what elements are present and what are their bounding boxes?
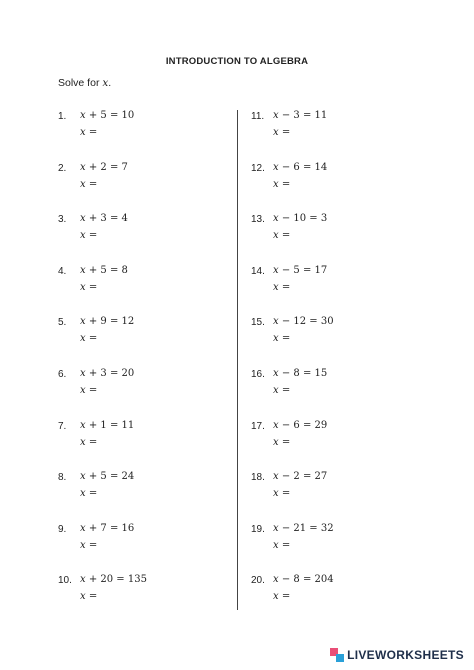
- equation-rhs: = 10: [109, 110, 135, 121]
- equation-lhs: x + 3: [80, 213, 107, 225]
- equation-rhs: = 11: [109, 419, 135, 431]
- problem-number: 19.: [251, 523, 265, 535]
- equation-lhs: x − 6: [273, 419, 300, 431]
- answer-blank[interactable]: x =: [273, 591, 291, 603]
- answer-blank[interactable]: x =: [273, 436, 291, 448]
- answer-blank[interactable]: x =: [80, 384, 98, 396]
- liveworksheets-logo-icon: [330, 648, 344, 662]
- equation-lhs: x − 21: [273, 522, 307, 534]
- instruction-prefix: Solve for: [58, 77, 103, 89]
- equation-lhs: x + 3: [80, 367, 107, 379]
- equation-lhs: x − 2: [273, 471, 300, 483]
- problem-number: 2.: [58, 162, 67, 174]
- problem-equation: [80, 574, 147, 585]
- problem-number: 18.: [251, 472, 265, 484]
- equation-lhs: x + 9: [80, 316, 107, 328]
- answer-blank[interactable]: x =: [273, 230, 291, 242]
- problem-number: 16.: [251, 368, 265, 380]
- answer-blank[interactable]: x =: [80, 230, 98, 242]
- equation-rhs: = 24: [109, 471, 135, 483]
- equation-rhs: = 7: [109, 161, 128, 173]
- equation-rhs: = 4: [109, 213, 128, 225]
- problem-equation: [80, 420, 134, 431]
- answer-blank[interactable]: x =: [273, 333, 291, 345]
- problem-number: 14.: [251, 265, 265, 277]
- answer-blank[interactable]: x =: [80, 488, 98, 500]
- problem-equation: [273, 368, 327, 379]
- answer-blank[interactable]: x =: [273, 539, 291, 551]
- equation-rhs: = 30: [309, 316, 334, 328]
- instruction-text: [58, 77, 111, 89]
- problem-equation: [273, 420, 327, 431]
- answer-blank[interactable]: x =: [273, 281, 291, 293]
- problem-equation: [80, 471, 134, 482]
- problem-equation: [80, 213, 128, 224]
- answer-blank[interactable]: x =: [273, 127, 291, 138]
- column-divider: [237, 110, 238, 610]
- equation-rhs: = 14: [302, 161, 328, 173]
- equation-rhs: = 3: [309, 213, 328, 225]
- problem-number: 7.: [58, 420, 67, 432]
- equation-lhs: x + 5: [80, 264, 107, 276]
- equation-lhs: x + 20: [80, 574, 114, 586]
- problem-number: 12.: [251, 162, 265, 174]
- problem-equation: [273, 213, 327, 224]
- equation-rhs: = 12: [109, 316, 135, 328]
- problem-number: 1.: [58, 111, 67, 122]
- problem-number: 20.: [251, 575, 265, 587]
- problem-number: 9.: [58, 523, 67, 535]
- problem-equation: [273, 265, 327, 276]
- problem-equation: [80, 265, 128, 276]
- problem-number: 13.: [251, 214, 265, 226]
- equation-rhs: = 16: [109, 522, 135, 534]
- equation-lhs: x + 1: [80, 419, 107, 431]
- problem-equation: [273, 316, 334, 327]
- equation-lhs: x + 7: [80, 522, 107, 534]
- answer-blank[interactable]: x =: [80, 281, 98, 293]
- problem-number: 6.: [58, 368, 67, 380]
- problem-equation: [80, 316, 134, 327]
- problem-number: 4.: [58, 265, 67, 277]
- problem-number: 17.: [251, 420, 265, 432]
- answer-blank[interactable]: x =: [80, 539, 98, 551]
- equation-rhs: = 135: [116, 574, 147, 586]
- problem-number: 11.: [251, 111, 265, 122]
- problem-equation: [273, 162, 327, 173]
- problem-equation: [80, 523, 134, 534]
- problem-number: 8.: [58, 472, 67, 484]
- equation-rhs: = 32: [309, 522, 334, 534]
- equation-lhs: x − 12: [273, 316, 307, 328]
- equation-lhs: x − 8: [273, 367, 300, 379]
- problem-equation: [273, 574, 334, 585]
- problem-equation: [80, 110, 134, 121]
- problem-equation: [80, 368, 134, 379]
- footer-logo[interactable]: [330, 648, 464, 662]
- problem-number: 5.: [58, 317, 67, 329]
- equation-rhs: = 204: [302, 574, 334, 586]
- instruction-variable: x: [102, 77, 109, 89]
- equation-rhs: = 8: [109, 264, 128, 276]
- equation-lhs: x − 6: [273, 161, 300, 173]
- equation-rhs: = 17: [302, 264, 328, 276]
- equation-lhs: x − 8: [273, 574, 300, 586]
- answer-blank[interactable]: x =: [80, 178, 98, 190]
- problem-equation: [273, 471, 327, 482]
- problem-number: 15.: [251, 317, 265, 329]
- equation-lhs: x + 2: [80, 161, 107, 173]
- answer-blank[interactable]: x =: [273, 178, 291, 190]
- problem-equation: [80, 162, 128, 173]
- equation-rhs: = 15: [302, 367, 328, 379]
- equation-lhs: x − 10: [273, 213, 307, 225]
- equation-lhs: x + 5: [80, 110, 107, 121]
- instruction-suffix: .: [108, 77, 112, 89]
- equation-rhs: = 11: [302, 110, 328, 121]
- answer-blank[interactable]: x =: [80, 333, 98, 345]
- answer-blank[interactable]: x =: [273, 384, 291, 396]
- problem-equation: [273, 523, 334, 534]
- worksheet-title: INTRODUCTION TO ALGEBRA: [165, 56, 309, 67]
- equation-lhs: x − 3: [273, 110, 300, 121]
- equation-rhs: = 27: [302, 471, 328, 483]
- answer-blank[interactable]: x =: [80, 127, 98, 138]
- equation-rhs: = 20: [109, 367, 135, 379]
- answer-blank[interactable]: x =: [273, 488, 291, 500]
- equation-lhs: x + 5: [80, 471, 107, 483]
- answer-blank[interactable]: x =: [80, 436, 98, 448]
- answer-blank[interactable]: x =: [80, 591, 98, 603]
- logo-text: LIVEWORKSHEETS: [347, 648, 464, 662]
- equation-lhs: x − 5: [273, 264, 300, 276]
- equation-rhs: = 29: [302, 419, 328, 431]
- problem-equation: [273, 110, 327, 121]
- problem-number: 3.: [58, 214, 67, 226]
- problem-number: 10.: [58, 575, 72, 587]
